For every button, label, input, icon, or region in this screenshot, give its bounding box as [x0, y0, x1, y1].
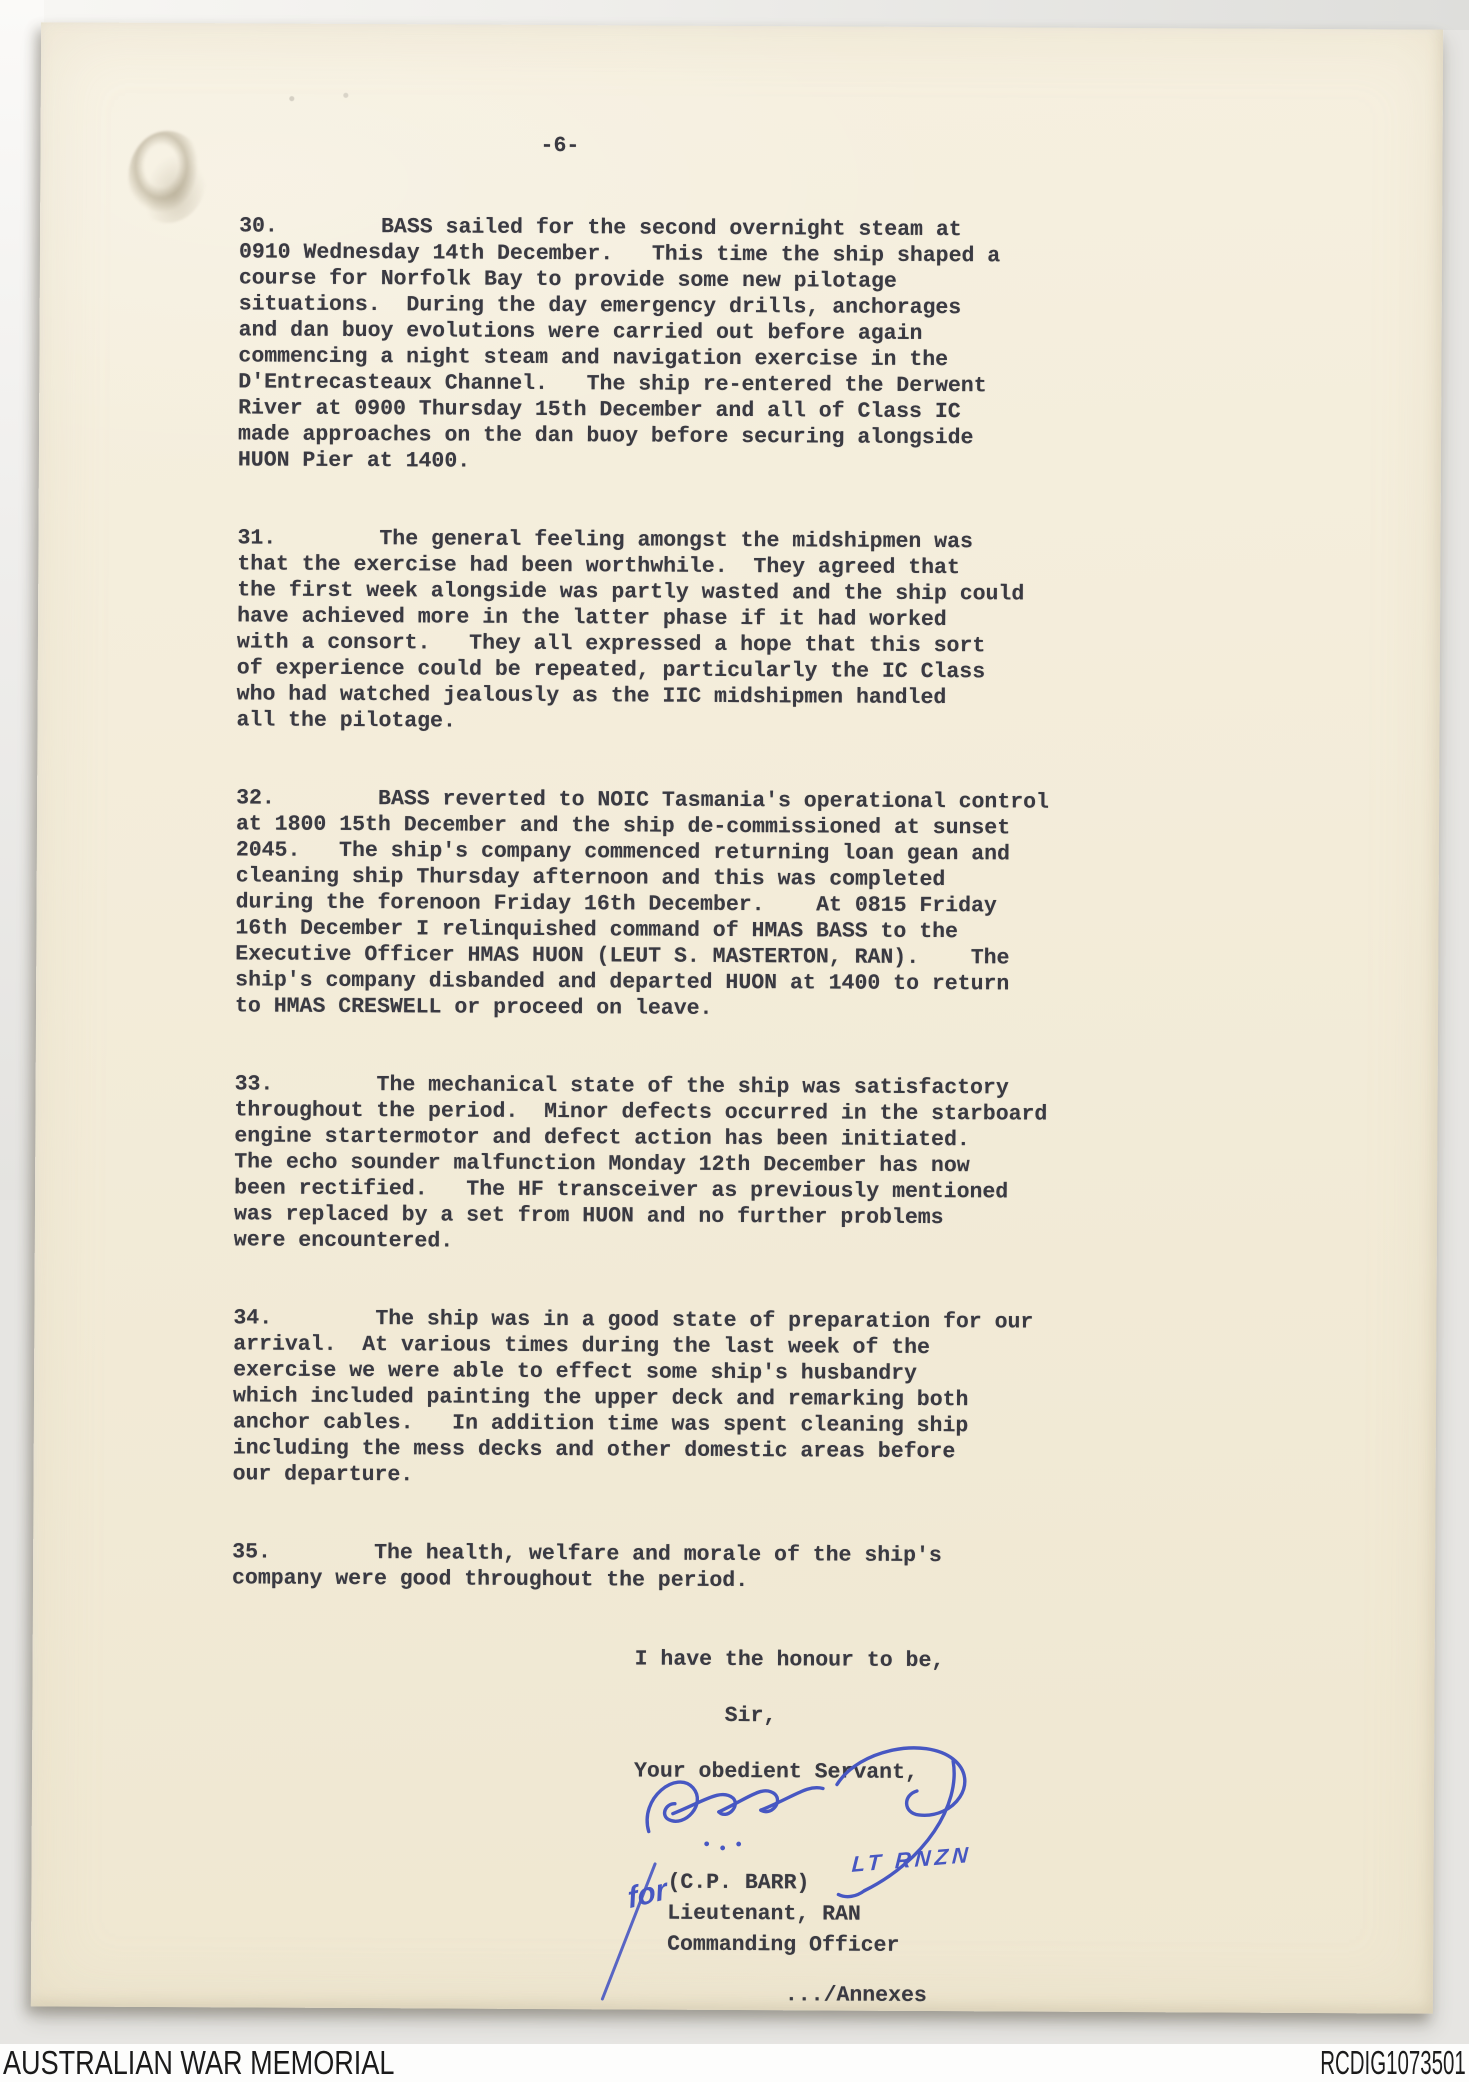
annexes-continuation: .../Annexes — [784, 1983, 927, 2009]
document-body — [232, 213, 1052, 1647]
paragraph-31: 31. The general feeling amongst the midshipmen was that the exercise had been worthwhile. They agreed that the first week alongside was partly wasted and the ship could have achieved more in the latter phase if it had worked with a consort. They all expressed a hope that this sort of experience could be repeated, particularly the IC Class who had watched jealously as the IIC midshipmen handled all the pilotage. — [236, 526, 1025, 734]
closing-valediction: I have the honour to be, Sir, Your obedient Servant, — [633, 1647, 945, 1785]
handwritten-rank-annotation: LT RNZN — [851, 1841, 973, 1877]
page-number: -6- — [540, 133, 580, 159]
handwritten-for: for — [625, 1872, 669, 1916]
paragraph-30: 30. BASS sailed for the second overnight steam at 0910 Wednesday 14th December. This time the ship shaped a course for Norfolk Bay to provide some new pilotage situations. During the day emergency drills, anchorages and dan buoy evolutions were carried out before again commencing a night steam and navigation exercise in the D'Entrecasteaux Channel. The ship re-entered the Derwent River at 0900 Thursday 15th December and all of Class IC made approaches on the dan buoy before securing alongside HUON Pier at 1400. — [237, 214, 1001, 474]
archive-record-id: RCDIG1073501 — [1320, 2044, 1466, 2081]
paper-stain — [128, 131, 206, 223]
paragraph-34: 34. The ship was in a good state of preparation for our arrival. At various times during the last week of the exercise we were able to effect some ship's husbandry which included painting the upper deck and remarking both anchor cables. In addition time was spent cleaning ship including the mess decks and other domestic areas before our departure. — [232, 1306, 1034, 1488]
pencil-smudge — [283, 90, 373, 108]
paragraph-33: 33. The mechanical state of the ship was satisfactory throughout the period. Minor defects occurred in the starboard engine startermotor and defect action has been initiated. The echo sounder malfunction Monday 12th December has now been rectified. The HF transceiver as previously mentioned was replaced by a set from HUON and no further problems were encountered. — [233, 1072, 1048, 1254]
paragraph-35: 35. The health, welfare and morale of the ship's company were good throughout the period. — [231, 1540, 942, 1594]
archive-footer-bar — [0, 2044, 1469, 2082]
document-paper — [31, 22, 1443, 2013]
archive-name: AUSTRALIAN WAR MEMORIAL — [3, 2044, 395, 2081]
paragraph-32: 32. BASS reverted to NOIC Tasmania's operational control at 1800 15th December and the ship de-commissioned at sunset 2045. The ship's company commenced returning loan gean and cleaning ship Thursday afternoon and this was completed during the forenoon Friday 16th December. At 0815 Friday 16th December I relinquished command of HMAS BASS to the Executive Officer HMAS HUON (LEUT S. MASTERTON, RAN). The ship's company disbanded and departed HUON at 1400 to return to HMAS CRESWELL or proceed on leave. — [234, 786, 1050, 1021]
signatory-block: (C.P. BARR) Lieutenant, RAN Commanding Officer — [667, 1870, 900, 1958]
